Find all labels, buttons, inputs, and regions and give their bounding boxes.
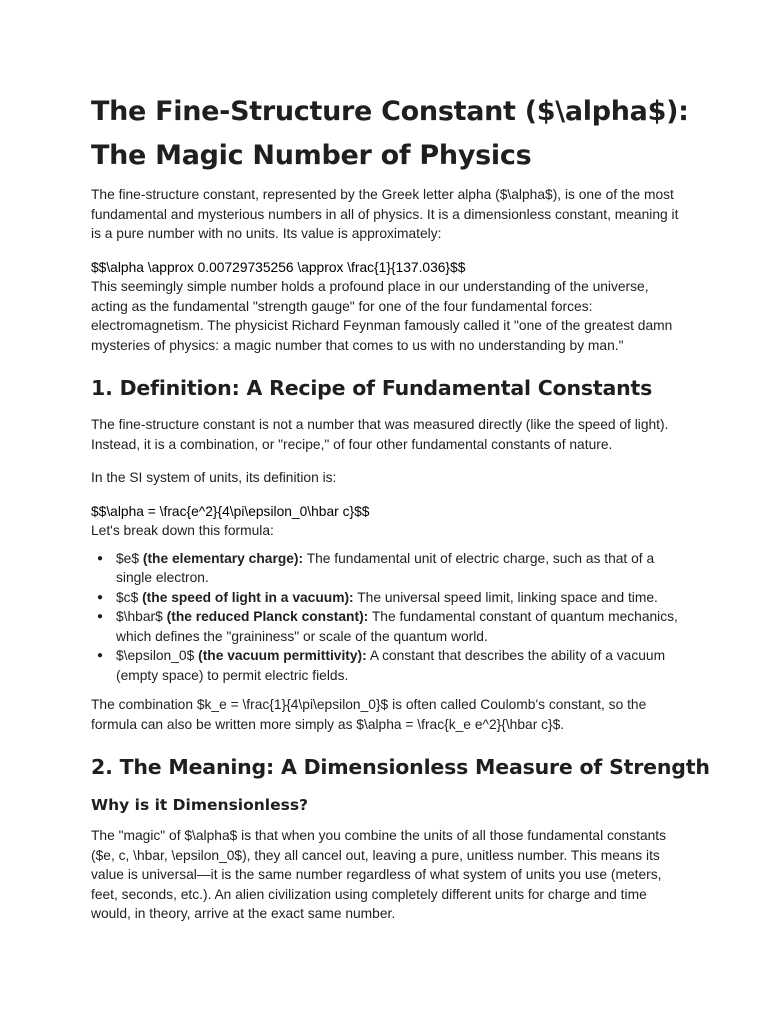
constant-term: (the vacuum permittivity): [198, 648, 367, 663]
constant-term: (the elementary charge): [142, 550, 304, 566]
section-1-paragraph-2: In the SI system of units, its definition is: [91, 470, 337, 485]
section-2-subheading: Why is it Dimensionless? [91, 796, 309, 814]
page-title-line-1: The Fine-Structure Constant ($\alpha$): [91, 96, 689, 127]
constant-description: The universal speed limit, linking space and time. [353, 589, 658, 605]
constant-symbol: $\epsilon_0$ [116, 648, 199, 663]
section-2-paragraph-1: The "magic" of $\alpha$ is that when you combine the units of all those fundamental constants ($e, c, \hbar, \epsilon_0$), they all cancel out, leaving a pure, unitless number. This means its value is universal—it is the same number regardless of what system of units you use (meters, feet, seconds, etc.). An alien civilization using completely different units for charge and time would, in theory, arrive at the exact same number. [91, 828, 667, 921]
page-title [91, 90, 689, 178]
feynman-paragraph: This seemingly simple number holds a profound place in our understanding of the universe, acting as the fundamental "strength gauge" for one of the four fundamental forces: electromagnetism. The physicist Richard Feynman famously called it "one of the greatest damn mysteries of physics: a magic number that comes to us with no understanding by man." [91, 279, 673, 353]
section-1-paragraph-3: Let's break down this formula: [91, 523, 274, 538]
bullet-icon: ● [97, 650, 104, 661]
constant-term: (the reduced Planck constant): [166, 609, 369, 624]
alpha-value-formula: $$\alpha \approx 0.00729735256 \approx \frac{1}{137.036}$$ [91, 259, 466, 275]
bullet-icon: ● [97, 611, 104, 622]
section-1-paragraph-4: The combination $k_e = \frac{1}{4\pi\epsilon_0}$ is often called Coulomb's constant, so the formula can also be written more simply as $\alpha = \frac{k_e e^2}{\hbar c}$. [91, 697, 647, 732]
page-title-line-2: The Magic Number of Physics [91, 140, 532, 171]
list-item [97, 607, 681, 646]
intro-paragraph: The fine-structure constant, represented by the Greek letter alpha ($\alpha$), is one of the most fundamental and mysterious numbers in all of physics. It is a dimensionless constant, meaning it is a pure number with no units. Its value is approximately: [91, 187, 679, 241]
bullet-icon: ● [97, 552, 104, 564]
bullet-icon: ● [97, 591, 104, 603]
list-item [97, 646, 681, 685]
section-1-paragraph-1: The fine-structure constant is not a number that was measured directly (like the speed of light). Instead, it is a combination, or "recipe," of four other fundamental constants of nature. [91, 417, 669, 452]
constant-description: The fundamental constant of quantum mechanics, which defines the "graininess" or scale of the quantum world. [116, 609, 678, 644]
section-1-heading: 1. Definition: A Recipe of Fundamental Constants [91, 376, 653, 400]
constant-symbol: $c$ [116, 589, 143, 605]
constant-description: The fundamental unit of electric charge, such as that of a single electron. [116, 550, 655, 585]
alpha-definition-formula: $$\alpha = \frac{e^2}{4\pi\epsilon_0\hbar c}$$ [91, 503, 370, 519]
constants-list [91, 549, 681, 686]
document-page [91, 90, 710, 924]
list-item [97, 549, 681, 588]
constant-description: A constant that describes the ability of a vacuum (empty space) to permit electric fields. [116, 648, 666, 683]
list-item [97, 588, 681, 608]
constant-symbol: $\hbar$ [116, 609, 167, 624]
constant-term: (the speed of light in a vacuum): [142, 589, 354, 605]
constant-symbol: $e$ [116, 550, 143, 566]
section-2-heading: 2. The Meaning: A Dimensionless Measure of Strength [91, 755, 710, 779]
